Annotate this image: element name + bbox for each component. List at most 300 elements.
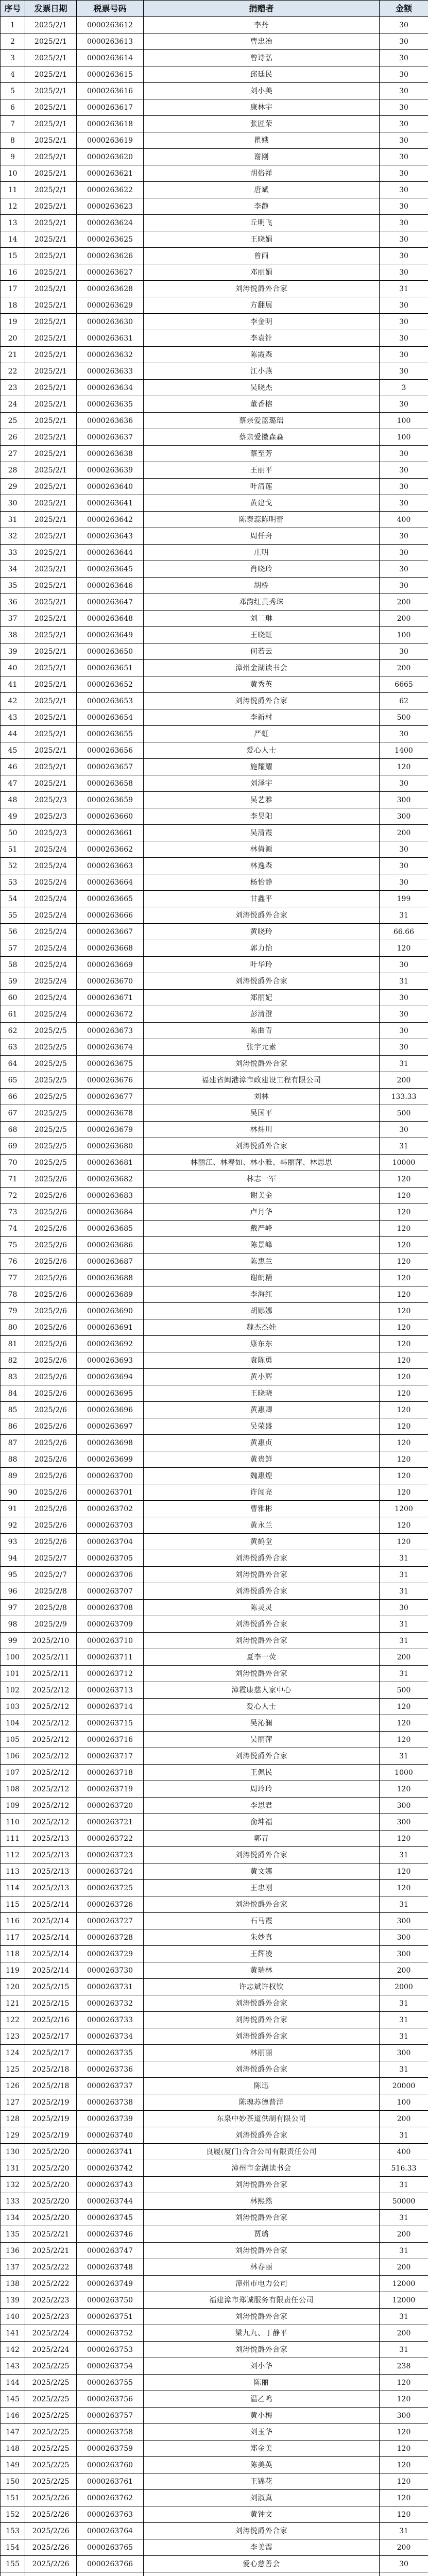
row-amount: 199	[380, 891, 428, 907]
row-invoice: 0000263645	[77, 561, 144, 578]
row-seq: 16	[1, 264, 25, 281]
table-row	[1, 66, 428, 83]
row-invoice: 0000263658	[77, 775, 144, 792]
row-donor: 王晓虹	[144, 627, 380, 643]
row-invoice: 0000263715	[77, 1715, 144, 1732]
row-donor: 刘涛悦爵外合家	[144, 1748, 380, 1765]
header-seq: 序号	[1, 1, 25, 17]
row-invoice: 0000263625	[77, 231, 144, 248]
row-donor: 杨怡静	[144, 874, 380, 891]
row-seq: 138	[1, 2276, 25, 2292]
table-row	[1, 2276, 428, 2292]
row-seq: 139	[1, 2292, 25, 2309]
row-donor: 郑金美	[144, 2441, 380, 2457]
row-donor: 胡俗祥	[144, 165, 380, 182]
row-seq: 101	[1, 1666, 25, 1682]
table-row	[1, 2325, 428, 2342]
row-invoice: 0000263616	[77, 83, 144, 99]
row-invoice: 0000263751	[77, 2309, 144, 2325]
row-donor: 东泉中妙茶道供制有限公司	[144, 2111, 380, 2127]
row-donor: 郑丽妃	[144, 990, 380, 1006]
row-donor: 李海红	[144, 1286, 380, 1303]
table-row	[1, 1501, 428, 1517]
table-row	[1, 1122, 428, 1138]
row-invoice: 0000263679	[77, 1122, 144, 1138]
row-seq: 151	[1, 2490, 25, 2506]
row-amount: 300	[380, 1814, 428, 1831]
row-date: 2025/2/5	[25, 1023, 77, 1039]
row-amount: 30	[380, 1039, 428, 1056]
row-date: 2025/2/1	[25, 132, 77, 149]
row-date: 2025/2/6	[25, 1501, 77, 1517]
row-donor: 吴艺雅	[144, 792, 380, 808]
row-amount: 120	[380, 1336, 428, 1352]
row-seq: 71	[1, 1171, 25, 1188]
row-invoice: 0000263692	[77, 1336, 144, 1352]
row-amount: 30	[380, 726, 428, 742]
row-seq: 135	[1, 2226, 25, 2243]
table-row	[1, 2556, 428, 2572]
table-row	[1, 1435, 428, 1451]
row-seq: 20	[1, 330, 25, 347]
row-seq: 154	[1, 2539, 25, 2556]
table-row	[1, 545, 428, 561]
row-seq: 90	[1, 1484, 25, 1501]
row-amount: 31	[380, 1138, 428, 1155]
row-donor: 李思君	[144, 1798, 380, 1814]
table-row	[1, 1781, 428, 1798]
row-date: 2025/2/9	[25, 1616, 77, 1633]
row-date: 2025/2/4	[25, 957, 77, 973]
row-seq: 44	[1, 726, 25, 742]
row-donor: 瞿娥	[144, 132, 380, 149]
row-invoice: 0000263657	[77, 759, 144, 775]
table-row	[1, 957, 428, 973]
table-row	[1, 1583, 428, 1600]
row-date: 2025/2/5	[25, 1122, 77, 1138]
table-row	[1, 330, 428, 347]
row-invoice: 0000263724	[77, 1863, 144, 1880]
row-date: 2025/2/1	[25, 198, 77, 215]
row-donor: 蔡至芳	[144, 446, 380, 462]
table-row	[1, 2506, 428, 2523]
row-invoice: 0000263727	[77, 1913, 144, 1929]
row-invoice: 0000263664	[77, 874, 144, 891]
row-donor: 刘涛悦爵外合家	[144, 973, 380, 990]
row-donor: 林炜川	[144, 1122, 380, 1138]
table-row	[1, 990, 428, 1006]
row-date: 2025/2/1	[25, 248, 77, 264]
row-donor: 林熙然	[144, 2193, 380, 2210]
row-donor: 叶华玲	[144, 957, 380, 973]
row-amount: 30	[380, 841, 428, 858]
row-amount: 400	[380, 512, 428, 528]
row-invoice: 0000263697	[77, 1418, 144, 1435]
row-date: 2025/2/4	[25, 940, 77, 957]
row-donor: 周玲玲	[144, 1781, 380, 1798]
table-row	[1, 2292, 428, 2309]
table-row	[1, 297, 428, 314]
table-row	[1, 495, 428, 512]
table-row	[1, 1649, 428, 1666]
row-date: 2025/2/5	[25, 1155, 77, 1171]
row-seq: 119	[1, 1962, 25, 1979]
row-date: 2025/2/13	[25, 1847, 77, 1863]
table-row	[1, 1089, 428, 1105]
table-row	[1, 1451, 428, 1468]
row-amount: 200	[380, 2325, 428, 2342]
row-donor: 刘涛悦爵外合家	[144, 281, 380, 297]
row-date: 2025/2/8	[25, 1583, 77, 1600]
row-invoice: 0000263648	[77, 611, 144, 627]
row-date: 2025/2/12	[25, 1781, 77, 1798]
row-seq: 97	[1, 1600, 25, 1616]
row-seq: 140	[1, 2309, 25, 2325]
row-invoice: 0000263678	[77, 1105, 144, 1122]
row-invoice: 0000263757	[77, 2408, 144, 2424]
row-date: 2025/2/12	[25, 1682, 77, 1699]
row-date: 2025/2/1	[25, 479, 77, 495]
row-invoice: 0000263647	[77, 594, 144, 611]
row-donor: 林丽江、林春如、林小雅、韩丽萍、林思思	[144, 1155, 380, 1171]
row-donor: 蔡亲爱蓝璐瑶	[144, 413, 380, 429]
row-invoice: 0000263680	[77, 1138, 144, 1155]
row-date: 2025/2/5	[25, 1105, 77, 1122]
table-row	[1, 2424, 428, 2441]
row-invoice: 0000263676	[77, 1072, 144, 1089]
table-row	[1, 2408, 428, 2424]
row-invoice: 0000263710	[77, 1633, 144, 1649]
row-date: 2025/2/1	[25, 545, 77, 561]
row-amount: 120	[380, 1418, 428, 1435]
row-amount: 30	[380, 165, 428, 182]
row-donor: 刘涛悦爵外合家	[144, 1896, 380, 1913]
row-seq: 81	[1, 1336, 25, 1352]
row-invoice: 0000263677	[77, 1089, 144, 1105]
row-donor: 李金明	[144, 314, 380, 330]
row-seq: 45	[1, 742, 25, 759]
row-date: 2025/2/24	[25, 2342, 77, 2358]
row-donor: 何若云	[144, 643, 380, 660]
table-row	[1, 627, 428, 643]
row-amount: 120	[380, 1253, 428, 1270]
row-invoice: 0000263655	[77, 726, 144, 742]
row-invoice: 0000263683	[77, 1188, 144, 1204]
row-invoice: 0000263621	[77, 165, 144, 182]
table-row	[1, 1517, 428, 1534]
row-amount	[380, 2572, 428, 2576]
row-invoice: 0000263675	[77, 1056, 144, 1072]
row-seq: 115	[1, 1896, 25, 1913]
row-amount: 120	[380, 2457, 428, 2473]
row-amount: 30	[380, 215, 428, 231]
row-donor: 爱心人士	[144, 742, 380, 759]
row-seq: 43	[1, 709, 25, 726]
row-seq: 69	[1, 1138, 25, 1155]
row-invoice: 0000263666	[77, 907, 144, 924]
row-invoice: 0000263748	[77, 2259, 144, 2276]
row-invoice: 0000263704	[77, 1534, 144, 1550]
row-amount: 120	[380, 1385, 428, 1402]
row-invoice: 0000263631	[77, 330, 144, 347]
row-seq: 152	[1, 2506, 25, 2523]
row-date: 2025/2/25	[25, 2408, 77, 2424]
row-donor: 李静	[144, 198, 380, 215]
row-seq: 127	[1, 2094, 25, 2111]
row-invoice: 0000263633	[77, 363, 144, 380]
row-date: 2025/2/1	[25, 116, 77, 132]
row-amount: 516.33	[380, 2160, 428, 2177]
row-date: 2025/2/1	[25, 627, 77, 643]
row-donor: 陈丽	[144, 2375, 380, 2391]
table-row	[1, 17, 428, 33]
table-row	[1, 2490, 428, 2506]
row-date: 2025/2/22	[25, 2259, 77, 2276]
row-amount: 20000	[380, 2078, 428, 2094]
row-amount: 30	[380, 957, 428, 973]
row-seq: 33	[1, 545, 25, 561]
row-seq: 131	[1, 2160, 25, 2177]
row-seq: 109	[1, 1798, 25, 1814]
row-invoice: 0000263686	[77, 1237, 144, 1253]
row-seq	[1, 2572, 25, 2576]
row-seq: 6	[1, 99, 25, 116]
row-date: 2025/2/1	[25, 215, 77, 231]
row-amount: 120	[380, 2424, 428, 2441]
row-donor: 丘明飞	[144, 215, 380, 231]
row-amount: 200	[380, 2226, 428, 2243]
table-row	[1, 50, 428, 66]
row-date: 2025/2/23	[25, 2309, 77, 2325]
row-donor: 吴沁澜	[144, 1715, 380, 1732]
row-amount: 100	[380, 429, 428, 446]
row-donor: 魏惠煌	[144, 1468, 380, 1484]
row-date: 2025/2/14	[25, 1896, 77, 1913]
row-donor: 刘涛悦爵外合家	[144, 1847, 380, 1863]
row-seq: 148	[1, 2441, 25, 2457]
table-row	[1, 578, 428, 594]
row-amount: 12000	[380, 2292, 428, 2309]
row-amount: 120	[380, 2506, 428, 2523]
row-seq: 103	[1, 1699, 25, 1715]
row-seq: 155	[1, 2556, 25, 2572]
table-row	[1, 874, 428, 891]
row-seq: 12	[1, 198, 25, 215]
row-seq: 129	[1, 2127, 25, 2144]
row-date: 2025/2/13	[25, 1863, 77, 1880]
row-invoice: 0000263695	[77, 1385, 144, 1402]
row-seq: 78	[1, 1286, 25, 1303]
row-date: 2025/2/14	[25, 1946, 77, 1962]
header-amount: 金额	[380, 1, 428, 17]
row-seq: 117	[1, 1929, 25, 1946]
row-donor: 王晓娟	[144, 231, 380, 248]
row-invoice: 0000263627	[77, 264, 144, 281]
row-amount: 120	[380, 2391, 428, 2408]
row-seq: 52	[1, 858, 25, 874]
row-invoice: 0000263741	[77, 2144, 144, 2160]
row-seq: 22	[1, 363, 25, 380]
table-row	[1, 792, 428, 808]
table-row	[1, 2375, 428, 2391]
row-invoice: 0000263638	[77, 446, 144, 462]
table-row	[1, 1979, 428, 1995]
row-amount: 30	[380, 874, 428, 891]
row-amount: 238	[380, 2358, 428, 2375]
row-amount: 6665	[380, 676, 428, 693]
table-row	[1, 429, 428, 446]
table-row	[1, 825, 428, 841]
table-row	[1, 1880, 428, 1896]
row-seq: 56	[1, 924, 25, 940]
table-row	[1, 1072, 428, 1089]
row-invoice: 0000263721	[77, 1814, 144, 1831]
row-invoice: 0000263650	[77, 643, 144, 660]
row-amount: 300	[380, 2045, 428, 2061]
row-invoice: 0000263755	[77, 2375, 144, 2391]
row-invoice: 0000263688	[77, 1270, 144, 1286]
row-date: 2025/2/1	[25, 281, 77, 297]
row-seq: 9	[1, 149, 25, 165]
row-amount: 120	[380, 940, 428, 957]
row-seq: 76	[1, 1253, 25, 1270]
table-row	[1, 2572, 428, 2576]
row-invoice: 0000263654	[77, 709, 144, 726]
row-donor: 刘小华	[144, 2358, 380, 2375]
row-date: 2025/2/18	[25, 2078, 77, 2094]
row-seq: 74	[1, 1221, 25, 1237]
row-seq: 32	[1, 528, 25, 545]
row-amount: 200	[380, 594, 428, 611]
table-row	[1, 1748, 428, 1765]
table-row	[1, 2539, 428, 2556]
row-donor: 戴严峰	[144, 1221, 380, 1237]
row-amount: 120	[380, 1468, 428, 1484]
row-seq: 88	[1, 1451, 25, 1468]
row-amount: 120	[380, 1831, 428, 1847]
table-row	[1, 759, 428, 775]
table-row	[1, 1847, 428, 1863]
row-amount: 120	[380, 2441, 428, 2457]
table-row	[1, 907, 428, 924]
table-row	[1, 2193, 428, 2210]
row-date: 2025/2/15	[25, 1979, 77, 1995]
row-invoice: 0000263670	[77, 973, 144, 990]
row-donor: 刘涛悦爵外合家	[144, 1567, 380, 1583]
row-amount: 31	[380, 2210, 428, 2226]
row-amount: 120	[380, 2375, 428, 2391]
row-donor: 刘涛悦爵外合家	[144, 693, 380, 709]
row-date: 2025/2/1	[25, 231, 77, 248]
row-amount: 30	[380, 446, 428, 462]
row-seq: 146	[1, 2408, 25, 2424]
row-amount: 30	[380, 132, 428, 149]
row-invoice: 0000263750	[77, 2292, 144, 2309]
row-seq: 64	[1, 1056, 25, 1072]
row-donor: 吴晓杰	[144, 380, 380, 396]
row-donor: 福建省闽港漳市政建设工程有限公司	[144, 1072, 380, 1089]
row-date: 2025/2/1	[25, 676, 77, 693]
row-date: 2025/2/6	[25, 1352, 77, 1369]
row-donor: 爱心慈善会	[144, 2556, 380, 2572]
row-seq: 147	[1, 2424, 25, 2441]
row-seq: 63	[1, 1039, 25, 1056]
row-amount: 31	[380, 2523, 428, 2539]
table-row	[1, 116, 428, 132]
row-date: 2025/2/20	[25, 2193, 77, 2210]
row-date: 2025/2/26	[25, 2523, 77, 2539]
row-seq: 107	[1, 1765, 25, 1781]
row-seq: 58	[1, 957, 25, 973]
row-donor: 陈美英	[144, 2457, 380, 2473]
row-donor: 陈瑰苏德普洋	[144, 2094, 380, 2111]
row-seq: 60	[1, 990, 25, 1006]
row-seq: 61	[1, 1006, 25, 1023]
row-donor: 刘玉华	[144, 2424, 380, 2441]
row-invoice: 0000263634	[77, 380, 144, 396]
row-amount: 120	[380, 1451, 428, 1468]
row-invoice: 0000263653	[77, 693, 144, 709]
table-row	[1, 2309, 428, 2325]
row-seq: 41	[1, 676, 25, 693]
table-row	[1, 1798, 428, 1814]
row-invoice: 0000263687	[77, 1253, 144, 1270]
table-row	[1, 1336, 428, 1352]
row-amount: 30	[380, 1006, 428, 1023]
row-invoice: 0000263693	[77, 1352, 144, 1369]
row-date: 2025/2/25	[25, 2375, 77, 2391]
row-date: 2025/2/12	[25, 1798, 77, 1814]
row-amount: 120	[380, 1402, 428, 1418]
row-donor: 吴丽萍	[144, 1732, 380, 1748]
table-row	[1, 83, 428, 99]
row-amount: 3	[380, 380, 428, 396]
row-invoice: 0000263685	[77, 1221, 144, 1237]
row-amount: 120	[380, 1534, 428, 1550]
row-donor: 爱心人士	[144, 1699, 380, 1715]
row-amount: 62	[380, 693, 428, 709]
row-date: 2025/2/11	[25, 1666, 77, 1682]
row-seq: 111	[1, 1831, 25, 1847]
row-seq: 126	[1, 2078, 25, 2094]
row-donor: 严虹	[144, 726, 380, 742]
row-date: 2025/2/20	[25, 2160, 77, 2177]
row-donor: 王忠刚	[144, 1880, 380, 1896]
row-seq: 142	[1, 2342, 25, 2358]
row-invoice: 0000263620	[77, 149, 144, 165]
row-donor: 卢月华	[144, 1204, 380, 1221]
row-amount: 30	[380, 990, 428, 1006]
table-row	[1, 1188, 428, 1204]
row-date: 2025/2/4	[25, 990, 77, 1006]
row-donor: 福建漳市郑诚服务有限责任公司	[144, 2292, 380, 2309]
row-invoice: 0000263701	[77, 1484, 144, 1501]
row-date: 2025/2/1	[25, 611, 77, 627]
row-donor: 黄建戈	[144, 495, 380, 512]
row-date: 2025/2/14	[25, 1913, 77, 1929]
row-invoice: 0000263716	[77, 1732, 144, 1748]
row-invoice: 0000263754	[77, 2358, 144, 2375]
row-donor: 刘涛悦爵外合家	[144, 1633, 380, 1649]
table-row	[1, 182, 428, 198]
row-invoice: 0000263639	[77, 462, 144, 479]
row-date: 2025/2/23	[25, 2292, 77, 2309]
row-date: 2025/2/22	[25, 2276, 77, 2292]
row-date: 2025/2/12	[25, 1732, 77, 1748]
row-seq: 49	[1, 808, 25, 825]
row-date: 2025/2/1	[25, 99, 77, 116]
table-row	[1, 973, 428, 990]
